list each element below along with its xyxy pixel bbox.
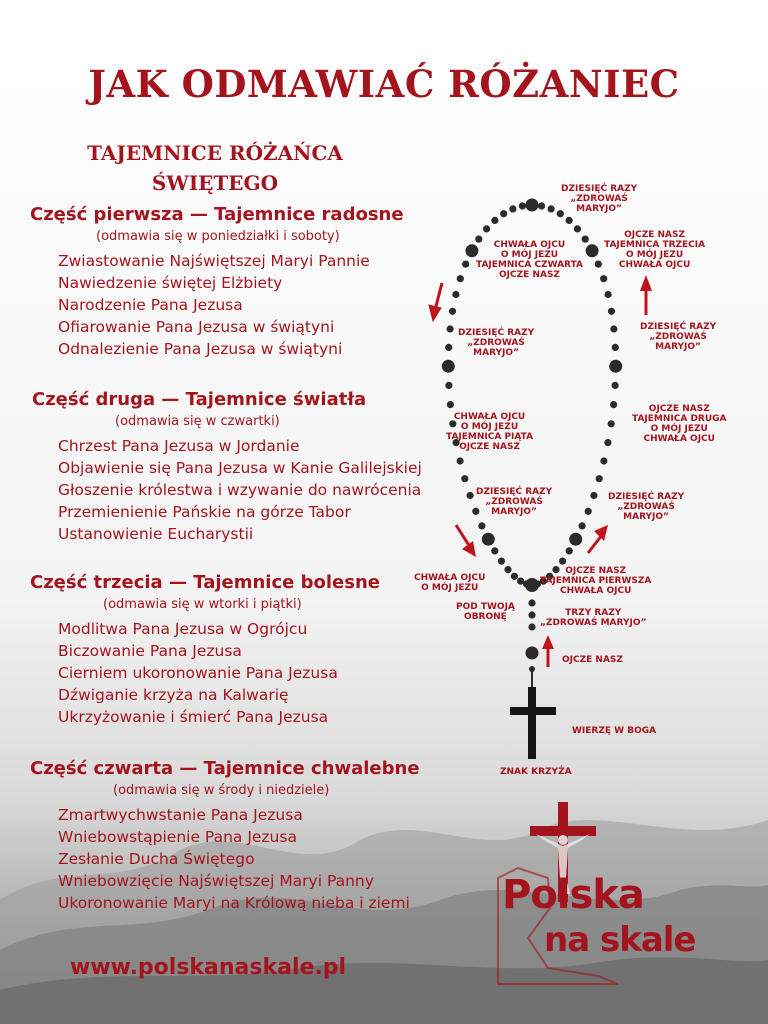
- rosary-label-line: CHWAŁA OJCU: [559, 586, 632, 596]
- rosary-label-line: OJCZE NASZ: [459, 442, 520, 452]
- rosary-label-line: CHWAŁA OJCU: [493, 240, 566, 250]
- small-bead: [467, 492, 474, 499]
- small-bead: [498, 558, 505, 565]
- mystery-item: Objawienie się Pana Jezusa w Kanie Galilejskiej: [58, 459, 422, 477]
- label-left-mid: [446, 412, 533, 452]
- small-bead: [445, 382, 452, 389]
- large-bead: [586, 244, 599, 257]
- rosary-label-line: ZNAK KRZYŻA: [500, 767, 572, 777]
- rosary-label-line: DZIESIĘĆ RAZY: [476, 487, 553, 497]
- rosary-label-line: „ZDROWAŚ MARYJO”: [540, 618, 647, 628]
- rosary-label-line: MARYJO”: [655, 342, 701, 352]
- small-bead: [604, 439, 611, 446]
- mystery-item: Biczowanie Pana Jezusa: [58, 642, 242, 660]
- rosary-label-line: TAJEMNICA PIĄTA: [446, 432, 534, 442]
- rosary-label-line: „ZDROWAŚ: [649, 332, 707, 342]
- mystery-item: Narodzenie Pana Jezusa: [58, 296, 243, 314]
- rosary-label-line: OJCZE NASZ: [648, 404, 710, 414]
- logo-word-1: Polska: [502, 872, 644, 918]
- part-title: Część druga — Tajemnice światła: [32, 389, 367, 410]
- mystery-item: Wniebowstąpienie Pana Jezusa: [58, 828, 297, 846]
- small-bead: [566, 217, 573, 224]
- part-title: Część czwarta — Tajemnice chwalebne: [30, 758, 420, 779]
- mystery-item: Zmartwychwstanie Pana Jezusa: [58, 806, 303, 824]
- rosary-label-line: OBRONĘ: [464, 612, 507, 622]
- large-bead: [526, 199, 539, 212]
- label-pod-twoja: [456, 602, 515, 622]
- small-bead: [457, 275, 464, 282]
- mystery-item: Chrzest Pana Jezusa w Jordanie: [58, 437, 300, 455]
- rosary-label-line: „ZDROWAŚ: [617, 502, 675, 512]
- part-note: (odmawia się w czwartki): [115, 414, 280, 429]
- part-title: Część pierwsza — Tajemnice radosne: [30, 204, 404, 225]
- small-bead: [612, 344, 619, 351]
- rosary-label-line: CHWAŁA OJCU: [453, 412, 526, 422]
- small-bead: [579, 522, 586, 529]
- rosary-label-line: TAJEMNICA TRZECIA: [604, 240, 706, 250]
- small-bead: [447, 325, 454, 332]
- page-title: JAK ODMAWIAĆ RÓŻANIEC: [88, 62, 680, 106]
- rosary-label-line: OJCZE NASZ: [499, 270, 560, 280]
- rosary-label-line: MARYJO”: [576, 204, 622, 214]
- rosary-label-line: WIERZĘ W BOGA: [572, 726, 657, 736]
- label-top: [561, 184, 637, 214]
- small-bead: [595, 261, 602, 268]
- rosary-label-line: DZIESIĘĆ RAZY: [561, 184, 638, 194]
- rosary-label-line: TAJEMNICA PIERWSZA: [540, 576, 652, 586]
- rosary-label-line: MARYJO”: [473, 348, 519, 358]
- small-bead: [590, 492, 597, 499]
- rosary-label-line: „ZDROWAŚ: [570, 194, 628, 204]
- subtitle-line-2: ŚWIĘTEGO: [151, 171, 279, 195]
- part-note: (odmawia się w środy i niedziele): [113, 783, 330, 798]
- arrow-up-center: [542, 635, 554, 667]
- small-bead: [608, 420, 615, 427]
- rosary-label-line: „ZDROWAŚ: [485, 497, 543, 507]
- small-bead: [491, 547, 498, 554]
- small-bead: [445, 344, 452, 351]
- label-right-bottom: [540, 566, 651, 596]
- small-bead: [528, 611, 535, 618]
- mystery-item: Odnalezienie Pana Jezusa w świątyni: [58, 340, 343, 358]
- label-ojcze-nasz: [562, 655, 623, 665]
- small-bead: [600, 275, 607, 282]
- small-bead: [519, 202, 526, 209]
- rosary-label-line: OJCZE NASZ: [565, 566, 627, 576]
- logo: [488, 798, 698, 988]
- rosary-label-line: OJCZE NASZ: [624, 230, 686, 240]
- mystery-item: Modlitwa Pana Jezusa w Ogrójcu: [58, 620, 308, 638]
- cross-icon: [510, 687, 556, 759]
- mystery-item: Ukoronowanie Maryi na Królową nieba i ziemi: [58, 894, 410, 912]
- small-bead: [605, 291, 612, 298]
- website-link[interactable]: www.polskanaskale.pl: [70, 955, 347, 980]
- small-bead: [610, 401, 617, 408]
- rosary-label-line: MARYJO”: [623, 512, 669, 522]
- logo-word-2: na skale: [544, 920, 696, 960]
- part-3: [0, 572, 440, 728]
- mystery-item: Ustanowienie Eucharystii: [58, 525, 254, 543]
- label-left-upper-mid: [458, 328, 534, 358]
- rosary-label-line: O MÓJ JEZU: [500, 250, 559, 260]
- label-left-top: [476, 240, 583, 280]
- rosary-label-line: „ZDROWAŚ: [467, 338, 525, 348]
- label-right-mid: [632, 404, 727, 444]
- small-bead: [517, 578, 524, 585]
- part-1: [0, 204, 440, 360]
- mystery-item: Cierniem ukoronowanie Pana Jezusa: [58, 664, 338, 682]
- mystery-item: Wniebowzięcie Najświętszej Maryi Panny: [58, 872, 374, 890]
- small-bead: [452, 291, 459, 298]
- rosary-label-line: CHWAŁA OJCU: [414, 573, 486, 583]
- rosary-label-line: O MÓJ JEZU: [625, 250, 684, 260]
- rosary-label-line: O MÓJ JEZU: [650, 424, 708, 434]
- label-wierze: [572, 726, 656, 736]
- arrow-up-right-lower: [588, 525, 608, 553]
- small-bead: [491, 217, 498, 224]
- small-bead: [566, 547, 573, 554]
- rosary-label-line: TRZY RAZY: [565, 608, 622, 618]
- part-note: (odmawia się w poniedziałki i soboty): [96, 229, 340, 244]
- large-bead: [609, 360, 622, 373]
- rosary-label-line: MARYJO”: [491, 507, 537, 517]
- mystery-item: Głoszenie królestwa i wzywanie do nawrócenia: [58, 481, 422, 499]
- small-bead: [528, 599, 535, 606]
- small-bead: [608, 308, 615, 315]
- large-bead: [442, 360, 455, 373]
- mystery-item: Ukrzyżowanie i śmierć Pana Jezusa: [58, 708, 329, 726]
- small-bead: [462, 261, 469, 268]
- small-bead: [478, 522, 485, 529]
- small-bead: [596, 475, 603, 482]
- mystery-item: Ofiarowanie Pana Jezusa w świątyni: [58, 318, 335, 336]
- small-bead: [461, 475, 468, 482]
- small-bead: [610, 325, 617, 332]
- rosary-label-line: TAJEMNICA CZWARTA: [476, 260, 583, 270]
- part-4: [0, 758, 440, 914]
- small-bead: [457, 457, 464, 464]
- small-bead: [511, 573, 518, 580]
- arrow-down-right: [456, 525, 476, 557]
- rosary-label-line: CHWAŁA OJCU: [643, 434, 715, 444]
- rosary-label-line: DZIESIĘĆ RAZY: [640, 322, 717, 332]
- small-bead: [483, 225, 490, 232]
- label-right-lower: [608, 492, 684, 522]
- small-bead: [449, 308, 456, 315]
- arrow-up-right: [640, 275, 652, 315]
- part-2: [0, 389, 440, 545]
- label-left-lower: [476, 487, 552, 517]
- rosary-label-line: CHWAŁA OJCU: [618, 260, 691, 270]
- mystery-item: Nawiedzenie świętej Elżbiety: [58, 274, 283, 292]
- rosary-label-line: TAJEMNICA DRUGA: [632, 414, 727, 424]
- large-bead: [569, 533, 582, 546]
- label-znak: [500, 767, 572, 777]
- label-left-bottom: [414, 573, 485, 593]
- small-bead: [447, 401, 454, 408]
- label-right-upper-mid: [640, 322, 716, 352]
- small-bead: [548, 205, 555, 212]
- mystery-item: Zesłanie Ducha Świętego: [58, 850, 255, 868]
- part-title: Część trzecia — Tajemnice bolesne: [30, 572, 380, 593]
- arrow-down-left: [429, 283, 442, 321]
- rosary-label-line: DZIESIĘĆ RAZY: [458, 328, 535, 338]
- small-bead: [538, 202, 545, 209]
- rosary-label-line: OJCZE NASZ: [562, 655, 623, 665]
- subtitle: [40, 138, 390, 198]
- label-right-top: [604, 230, 705, 270]
- small-bead: [500, 210, 507, 217]
- mystery-item: Dźwiganie krzyża na Kalwarię: [58, 686, 289, 704]
- small-bead: [574, 225, 581, 232]
- medal-bead: [525, 578, 539, 592]
- mystery-item: Zwiastowanie Najświętszej Maryi Pannie: [58, 252, 370, 270]
- small-bead: [504, 566, 511, 573]
- small-bead: [585, 508, 592, 515]
- small-bead: [528, 623, 535, 630]
- small-bead: [509, 205, 516, 212]
- small-bead: [559, 558, 566, 565]
- mystery-item: Przemienienie Pańskie na górze Tabor: [58, 503, 351, 521]
- rosary-label-line: POD TWOJĄ: [456, 602, 515, 612]
- large-bead: [526, 647, 539, 660]
- large-bead: [482, 533, 495, 546]
- subtitle-line-1: TAJEMNICE RÓŻAŃCA: [87, 141, 343, 165]
- label-trzy-razy: [540, 608, 646, 628]
- part-note: (odmawia się w wtorki i piątki): [103, 597, 302, 612]
- rosary-label-line: O MÓJ JEZU: [421, 583, 479, 593]
- rosary-label-line: DZIESIĘĆ RAZY: [608, 492, 685, 502]
- small-bead: [612, 382, 619, 389]
- small-bead: [600, 457, 607, 464]
- rosary-label-line: O MÓJ JEZU: [460, 422, 519, 432]
